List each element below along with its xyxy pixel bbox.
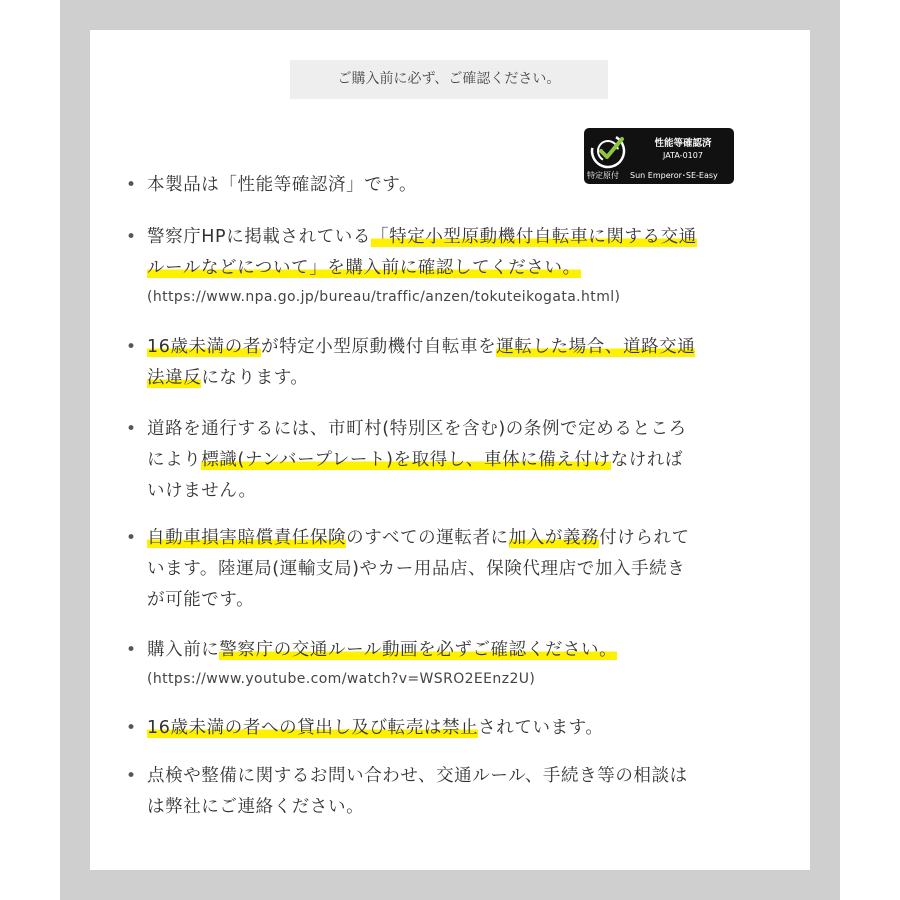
list-item xyxy=(126,222,776,310)
item-text: 本製品は「性能等確認済」です。 xyxy=(147,175,418,195)
bullet-icon: • xyxy=(126,175,137,195)
item-text: が可能です。 xyxy=(147,590,255,610)
notice-card xyxy=(90,30,810,870)
item-line xyxy=(147,713,776,744)
item-line xyxy=(147,363,776,394)
item-line xyxy=(147,523,776,554)
item-text: 道路を通行するには、市町村(特別区を含む)の条例で定めるところ xyxy=(147,419,687,439)
list-item xyxy=(126,713,776,744)
item-line xyxy=(147,170,776,201)
item-text: なければ xyxy=(610,450,684,470)
item-line xyxy=(147,635,776,666)
item-line xyxy=(147,476,776,507)
item-line xyxy=(147,222,776,253)
item-line xyxy=(147,414,776,445)
item-line xyxy=(147,445,776,476)
item-line xyxy=(147,332,776,363)
bullet-icon: • xyxy=(126,718,137,738)
bullet-icon: • xyxy=(126,766,137,786)
item-text: 購入前に xyxy=(147,640,220,660)
item-text: により xyxy=(147,450,202,470)
badge-title: 性能等確認済 xyxy=(654,138,712,149)
bullet-icon: • xyxy=(126,419,137,439)
highlighted-text: 警察庁の交通ルール動画を必ずご確認ください。 xyxy=(219,640,618,660)
highlighted-text: 法違反 xyxy=(147,368,202,388)
item-text: います。陸運局(運輸支局)やカー用品店、保険代理店で加入手続き xyxy=(147,559,686,579)
highlighted-text: 16歳未満の者への貸出し及び転売は禁止 xyxy=(147,718,479,738)
certification-mark-icon xyxy=(589,132,627,170)
reference-url: (https://www.npa.go.jp/bureau/traffic/anzen/tokuteikogata.html) xyxy=(147,289,621,305)
bullet-icon: • xyxy=(126,640,137,660)
bullet-icon: • xyxy=(126,528,137,548)
item-line xyxy=(147,761,776,792)
list-item xyxy=(126,523,776,616)
highlighted-text: ルールなどについて」を購入前に確認してください。 xyxy=(147,258,581,278)
item-line xyxy=(147,792,776,823)
item-text: のすべての運転者に xyxy=(346,528,509,548)
item-text: になります。 xyxy=(201,368,309,388)
highlighted-text: 「特定小型原動機付自転車に関する交通 xyxy=(371,227,697,247)
highlighted-text: 16歳未満の者 xyxy=(147,337,261,357)
reference-url: (https://www.youtube.com/watch?v=WSRO2EEnz2U) xyxy=(147,671,536,687)
bullet-icon: • xyxy=(126,337,137,357)
item-text: されています。 xyxy=(478,718,604,738)
item-text: 警察庁HPに掲載されている xyxy=(147,227,372,247)
list-item xyxy=(126,635,776,692)
highlighted-text: 自動車損害賠償責任保険 xyxy=(147,528,347,548)
bullet-icon: • xyxy=(126,227,137,247)
list-item xyxy=(126,332,776,394)
item-text: 付けられて xyxy=(599,528,690,548)
item-line xyxy=(147,554,776,585)
notice-banner: ご購入前に必ず、ご確認ください。 xyxy=(290,60,608,99)
badge-category: 特定原付 xyxy=(587,171,619,180)
item-text: 点検や整備に関するお問い合わせ、交通ルール、手続き等の相談は xyxy=(147,766,688,786)
highlighted-text: 運転した場合、道路交通 xyxy=(496,337,696,357)
badge-code: JATA-0107 xyxy=(663,151,703,160)
list-item xyxy=(126,414,776,507)
item-line xyxy=(147,253,776,284)
item-text: は弊社にご連絡ください。 xyxy=(147,797,365,817)
highlighted-text: 加入が義務 xyxy=(508,528,600,548)
list-item xyxy=(126,170,776,201)
highlighted-text: 標識(ナンバープレート)を取得し、車体に備え付け xyxy=(201,450,611,470)
badge-model: Sun Emperor･SE-Easy xyxy=(630,171,718,180)
item-line xyxy=(147,585,776,616)
item-text: が特定小型原動機付自転車を xyxy=(260,337,497,357)
item-text: いけません。 xyxy=(147,481,257,501)
list-item xyxy=(126,761,776,823)
